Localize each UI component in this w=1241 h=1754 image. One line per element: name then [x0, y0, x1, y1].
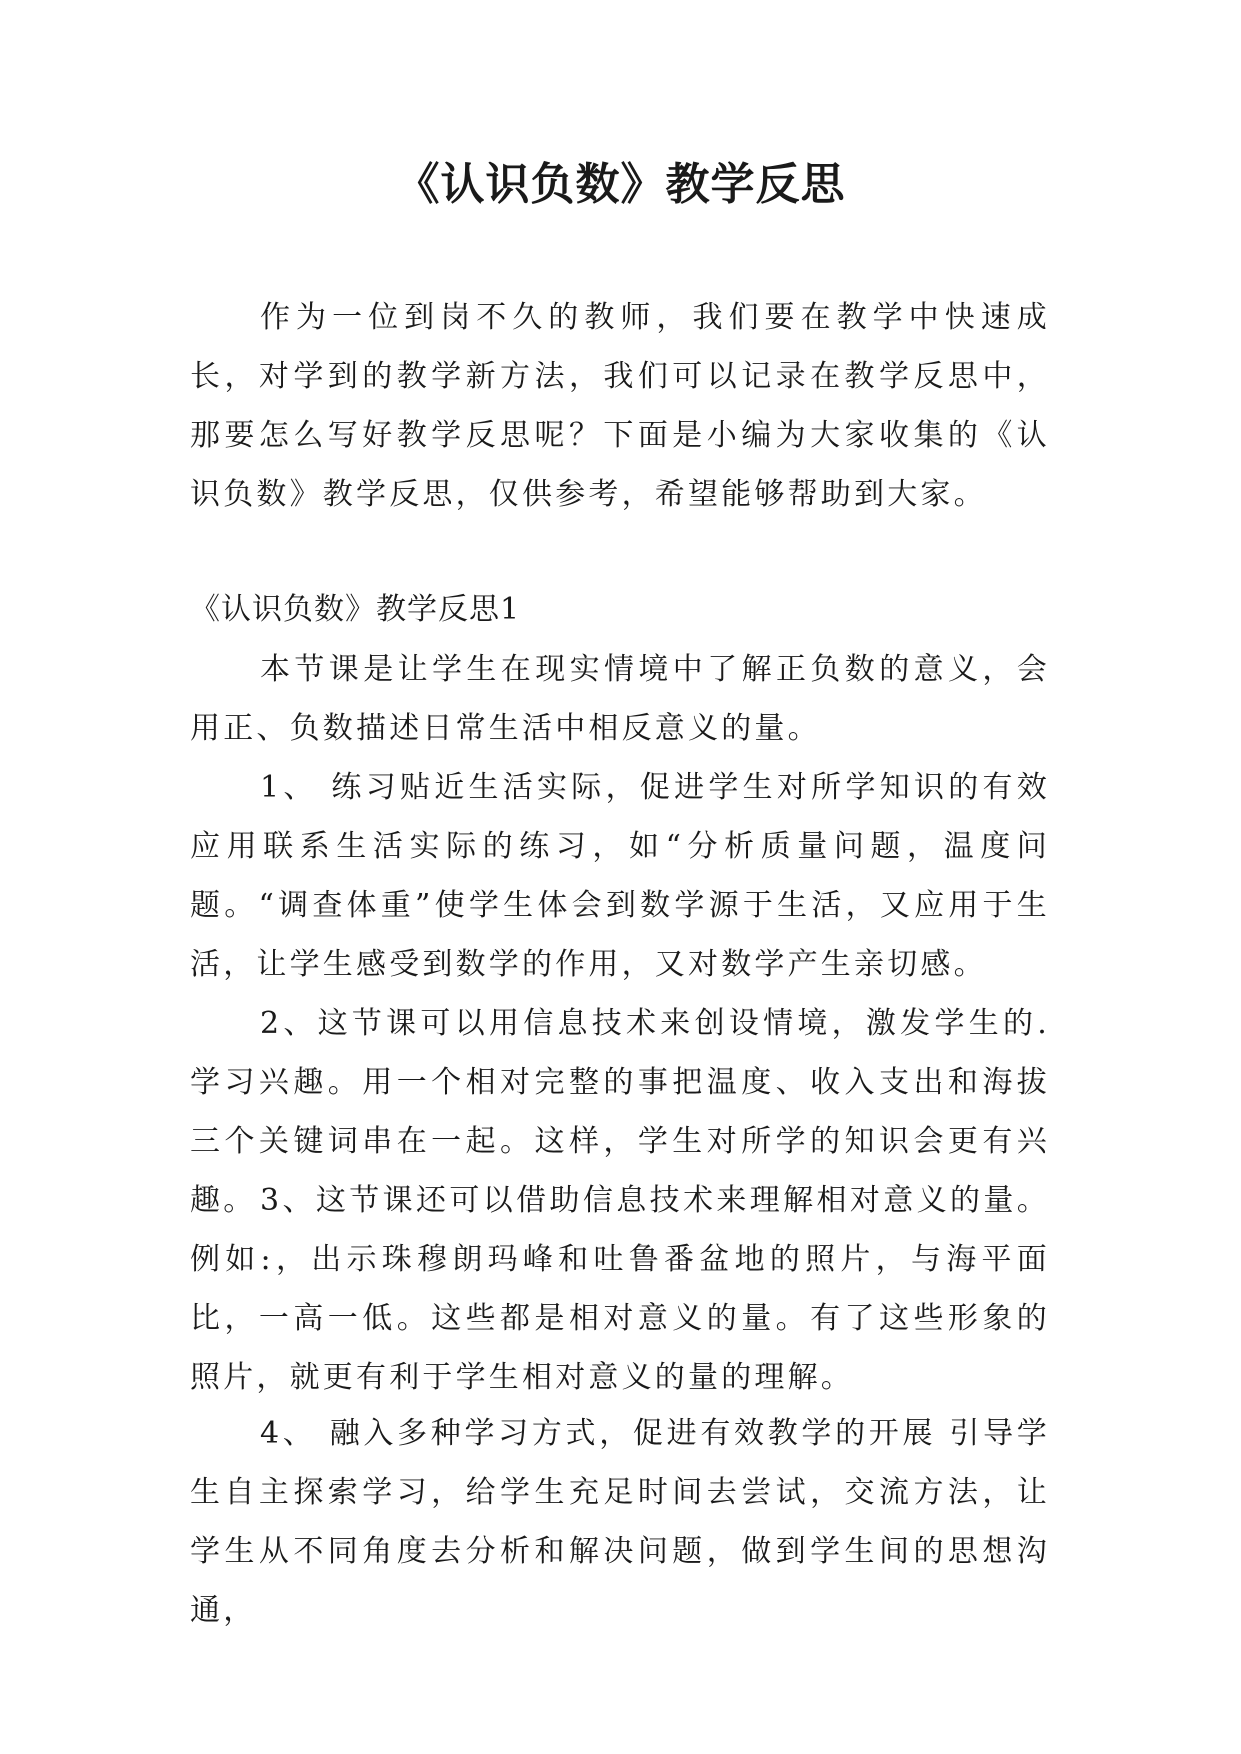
body-paragraph: 4、 融入多种学习方式，促进有效教学的开展 引导学生自主探索学习，给学生充足时间去尝试，交流方法，让学生从不同角度去分析和解决问题，做到学生间的思想沟通，	[190, 1416, 1050, 1628]
body-paragraph: 1、 练习贴近生活实际，促进学生对所学知识的有效应用联系生活实际的练习，如“分析质量问题，温度问题。“调查体重”使学生体会到数学源于生活，又应用于生活，让学生感受到数学的作用，又对数学产生亲切感。	[190, 770, 1050, 982]
body-paragraph: 2、这节课可以用信息技术来创设情境，激发学生的.学习兴趣。用一个相对完整的事把温度、收入支出和海拔三个关键词串在一起。这样，学生对所学的知识会更有兴趣。	[190, 1006, 1050, 1218]
document-title: 《认识负数》教学反思	[395, 159, 846, 210]
body-paragraph: 3、这节课还可以借助信息技术来理解相对意义的量。例如:，出示珠穆朗玛峰和吐鲁番盆地的照片，与海平面比，一高一低。这些都是相对意义的量。有了这些形象的照片，就更有利于学生相对意义的量的理解。	[190, 1183, 1050, 1395]
intro-paragraph: 作为一位到岗不久的教师，我们要在教学中快速成长，对学到的教学新方法，我们可以记录在教学反思中，那要怎么写好教学反思呢？下面是小编为大家收集的《认识负数》教学反思，仅供参考，希望能够帮助到大家。	[190, 300, 1050, 512]
body-paragraph: 本节课是让学生在现实情境中了解正负数的意义，会用正、负数描述日常生活中相反意义的量。	[190, 652, 1050, 746]
section-heading: 《认识负数》教学反思1	[190, 592, 521, 627]
